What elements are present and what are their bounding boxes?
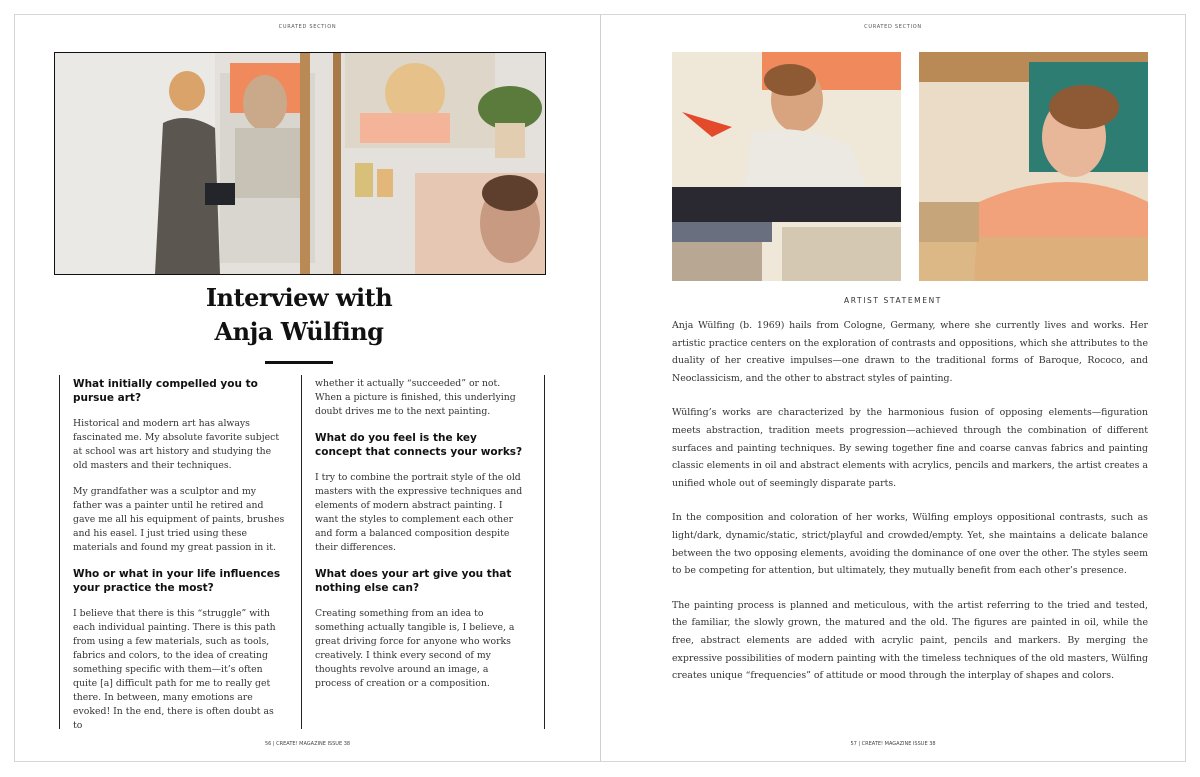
statement-paragraph: Wülfing’s works are characterized by the harmonious fusion of opposing elements—figuration meets abstraction, tradition meets progression—achieved through the combination of different surfaces and painting techniques. By sewing together fine and coarse canvas fabrics and painting classic elements in oil and abstract elements with acrylics, pencils and markers, the artist creates a unified whole out of seemingly disparate parts. [672, 407, 1148, 489]
artwork-image-2 [919, 52, 1148, 281]
column-rule-right [544, 375, 545, 729]
section-heading: ARTIST STATEMENT [844, 296, 942, 305]
statement-paragraph: Anja Wülfing (b. 1969) hails from Cologne, Germany, where she currently lives and works. Her artistic practice centers on the exploration of contrasts and oppositions, which she attributes to the duality of her creative impulses—one drawn to the traditional forms of Baroque, Rococo, and Neoclassicism, and the other to abstract styles of painting. [672, 320, 1148, 384]
answer: Historical and modern art has always fascinated me. My absolute favorite subject at school was art history and studying the old masters and their techniques. [73, 418, 280, 471]
question: Who or what in your life influences your practice the most? [73, 568, 281, 594]
article-title-line2: Anja Wülfing [214, 317, 384, 346]
answer: I believe that there is this “struggle” with each individual painting. There is this path from using a few materials, such as tools, fabrics and colors, to the idea of creating something specific with them—it’s often quite [a] difficult path for me to really get there. In between, many emotions are evoked! In the end, there is often doubt as to [73, 608, 276, 731]
artist-studio-photo [54, 52, 546, 275]
interview-column-1 [73, 377, 285, 733]
page-folio: 57 | CREATE! MAGAZINE ISSUE 38 [850, 741, 936, 747]
running-head: CURATED SECTION [278, 24, 337, 30]
question: What initially compelled you to pursue art? [73, 378, 258, 404]
artist-statement [672, 317, 1148, 702]
answer: Creating something from an idea to something actually tangible is, I believe, a great driving force for anyone who works creatively. I think every second of my thoughts revolve around an image, a process of creation or a composition. [315, 608, 515, 689]
answer: I try to combine the portrait style of the old masters with the expressive techniques and elements of modern abstract painting. I want the styles to complement each other and form a balanced composition despite their differences. [315, 472, 523, 553]
page-folio: 56 | CREATE! MAGAZINE ISSUE 38 [264, 741, 351, 747]
artwork-image-1 [672, 52, 901, 281]
question: What does your art give you that nothing else can? [315, 568, 512, 594]
statement-paragraph: The painting process is planned and meticulous, with the artist referring to the tried and tested, the familiar, the slowly grown, the matured and the old. The figures are painted in oil, while the free, abstract elements are added with acrylic paint, pencils and markers. By merging the expressive possibilities of modern painting with the timeless techniques of the old masters, Wülfing creates unique “frequencies” of attitude or mood through the interplay of shapes and colors. [672, 599, 1148, 682]
column-rule-middle [301, 375, 302, 729]
title-divider [265, 361, 333, 364]
statement-paragraph: In the composition and coloration of her works, Wülfing employs oppositional contrasts, such as light/dark, dynamic/static, strict/playful and crowded/empty. Yet, she maintains a delicate balance between the two opposing elements, avoiding the dominance of one over the other. The styles seem to be competing for attention, but ultimately, they mutually benefit from each other’s presence. [672, 512, 1148, 577]
question: What do you feel is the key concept that connects your works? [315, 432, 523, 458]
left-page [14, 14, 600, 762]
interview-column-2 [315, 377, 527, 691]
running-head: CURATED SECTION [864, 24, 922, 30]
article-title-line1: Interview with [205, 283, 393, 312]
column-rule-left [59, 375, 60, 729]
right-page [600, 14, 1186, 762]
answer: My grandfather was a sculptor and my father was a painter until he retired and gave me all his equipment of paints, brushes and his easel. I just tried using these materials and found my great passion in it. [73, 486, 285, 553]
answer: whether it actually “succeeded” or not. When a picture is finished, this underlying doubt drives me to the next painting. [315, 378, 516, 417]
